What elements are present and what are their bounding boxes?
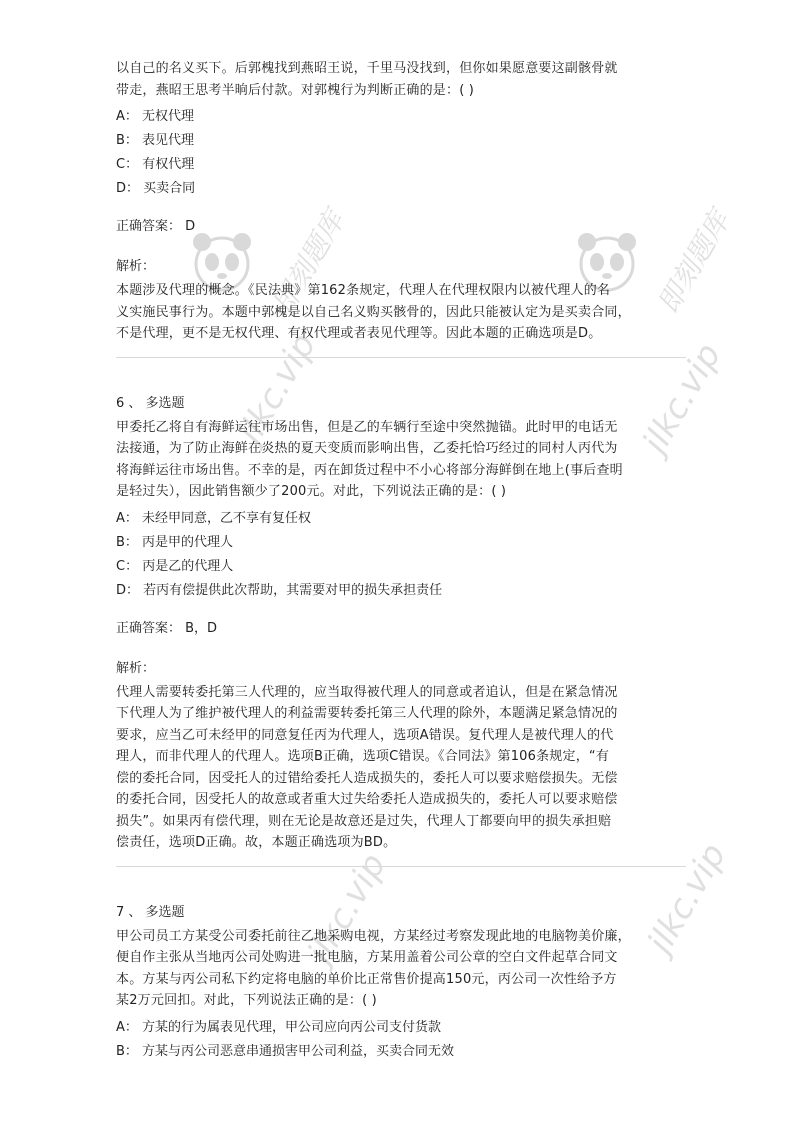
option-a: A： 无权代理 <box>116 109 195 124</box>
analysis-label: 解析： <box>116 259 156 274</box>
divider <box>116 866 686 867</box>
question-stem-line: 以自己的名义买下。后郭槐找到燕昭王说，千里马没找到，但你如果愿意要这副骸骨就 <box>116 61 618 76</box>
watermark-url: jlkc.vip <box>640 836 735 960</box>
question-stem-line: 是轻过失），因此销售额少了200元。对此，下列说法正确的是：( ) <box>116 484 507 499</box>
analysis-line: 损失”。如果丙有偿代理，则在无论是故意还是过失，代理人丁都要向甲的损失承担赔 <box>116 813 612 829</box>
analysis-line: 偿的委托合同，因受托人的过错给委托人造成损失的，委托人可以要求赔偿损失。无偿 <box>116 770 618 786</box>
analysis-line: 不是代理，更不是无权代理、有权代理或者表见代理等。因此本题的正确选项是D。 <box>116 326 602 341</box>
document-page <box>116 58 686 1066</box>
question-7 <box>116 903 686 1062</box>
divider <box>116 357 686 358</box>
analysis-line: 理人，而非代理人的代理人。选项B正确，选项C错误。《合同法》第106条规定，“有 <box>116 749 610 764</box>
question-5 <box>116 58 686 358</box>
option-a: A： 未经甲同意，乙不享有复任权 <box>116 510 312 526</box>
watermark-brand: 即刻题库 <box>266 205 351 319</box>
option-b: B： 丙是甲的代理人 <box>116 534 234 550</box>
option-b: B： 表见代理 <box>116 133 195 148</box>
analysis-line: 下代理人为了维护被代理人的利益需要转委托第三人代理的除外，本题满足紧急情况的 <box>116 706 618 721</box>
question-header: 6 、 多选题 <box>116 395 185 411</box>
analysis-line: 的委托合同，因受托人的故意或者重大过失给委托人造成损失的，委托人可以要求赔偿 <box>116 792 618 807</box>
option-c: C： 丙是乙的代理人 <box>116 558 234 574</box>
analysis-label: 解析： <box>116 660 156 676</box>
option-a: A： 方某的行为属表见代理，甲公司应向丙公司支付货款 <box>116 1019 442 1035</box>
watermark-url: jlkc.vip <box>230 326 325 450</box>
question-6 <box>116 394 686 867</box>
option-c: C： 有权代理 <box>116 157 195 172</box>
question-stem-line: 将海鲜运往市场出售。不幸的是，丙在卸货过程中不小心将部分海鲜倒在地上(事后查明 <box>116 462 623 478</box>
option-b: B： 方某与丙公司恶意串通损害甲公司利益，买卖合同无效 <box>116 1043 455 1059</box>
question-stem-line: 带走，燕昭王思考半晌后付款。对郭槐行为判断正确的是：( ) <box>116 82 475 98</box>
question-stem-line: 法接通，为了防止海鲜在炎热的夏天变质而影响出售，乙委托恰巧经过的同村人丙代为 <box>116 441 618 456</box>
watermark-url: jlkc.vip <box>300 846 395 970</box>
question-stem-line: 某2万元回扣。对此，下列说法正确的是：( ) <box>116 993 377 1008</box>
watermark-url: jlkc.vip <box>635 336 730 460</box>
option-d: D： 若丙有偿提供此次帮助，其需要对甲的损失承担责任 <box>116 582 443 598</box>
question-stem-line: 便自作主张从当地丙公司处购进一批电脑，方某用盖着公司公章的空白文件起草合同文 <box>116 950 618 965</box>
analysis-line: 本题涉及代理的概念。《民法典》第162条规定，代理人在代理权限内以被代理人的名 <box>116 283 611 298</box>
watermark-brand: 即刻题库 <box>651 205 736 319</box>
question-stem-line: 甲委托乙将自有海鲜运往市场出售，但是乙的车辆行至途中突然抛锚。此时甲的电话无 <box>116 419 618 435</box>
correct-answer: 正确答案： B，D <box>116 620 218 636</box>
question-stem-line: 甲公司员工方某受公司委托前往乙地采购电视，方某经过考察发现此地的电脑物美价廉， <box>116 928 631 944</box>
analysis-line: 偿责任，选项D正确。故，本题正确选项为BD。 <box>116 835 397 850</box>
analysis-line: 代理人需要转委托第三人代理的，应当取得被代理人的同意或者追认，但是在紧急情况 <box>116 684 618 700</box>
option-d: D： 买卖合同 <box>116 181 196 196</box>
question-stem-line: 本。方某与丙公司私下约定将电脑的单价比正常售价提高150元，丙公司一次性给予方 <box>116 971 617 987</box>
question-header: 7 、 多选题 <box>116 904 185 920</box>
analysis-line: 义实施民事行为。本题中郭槐是以自己名义购买骸骨的，因此只能被认定为是买卖合同， <box>116 304 631 320</box>
analysis-line: 要求，应当乙可未经甲的同意复任丙为代理人，选项A错误。复代理人是被代理人的代 <box>116 727 614 743</box>
correct-answer: 正确答案： D <box>116 219 196 234</box>
